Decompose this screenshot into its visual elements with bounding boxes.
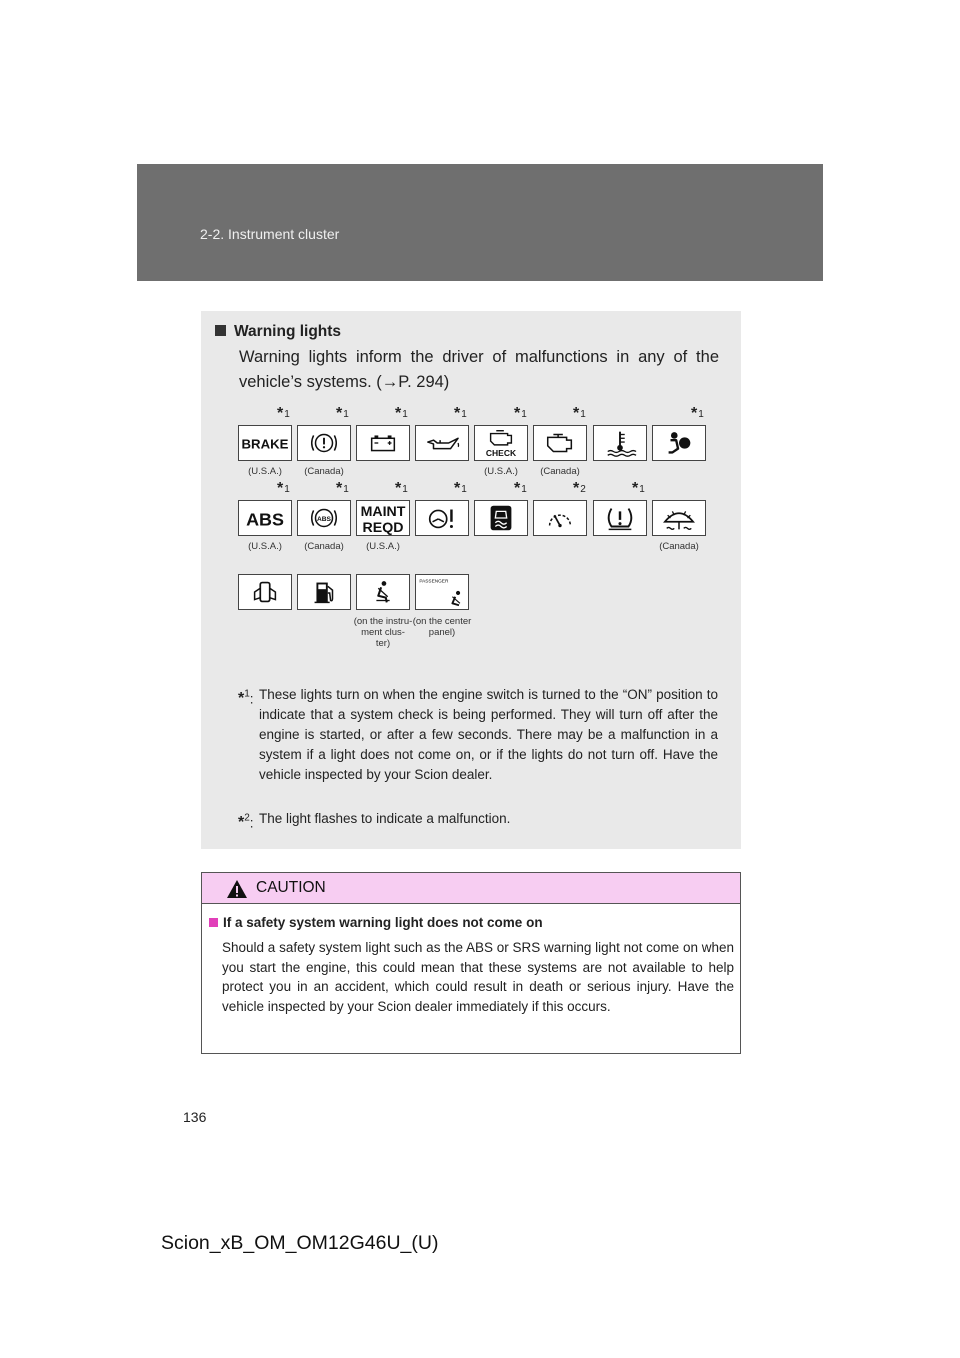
power-steering-icon: [415, 500, 469, 536]
footnote-marker: $*_2$: [573, 480, 586, 497]
region-label: (Canada): [304, 466, 344, 477]
engine-icon: [533, 425, 587, 461]
footnote-marker: $*_1$: [514, 480, 527, 497]
seatbelt-reminder-icon: [356, 574, 410, 610]
region-label: (Canada): [304, 541, 344, 552]
section-header: [137, 164, 823, 281]
footnote-marker: $*_1$: [573, 405, 586, 422]
footnote-marker: $*_1$: [454, 405, 467, 422]
coolant-temperature-icon: [593, 425, 647, 461]
footnote-marker: $*_1$: [277, 480, 290, 497]
warning-lights-intro: Warning lights inform the driver of malfunctions in any of the vehicle’s systems. (→P. 294): [239, 348, 719, 391]
region-label: (Canada): [540, 466, 580, 477]
caution-title: CAUTION: [256, 879, 326, 896]
svg-text:REQD: REQD: [362, 520, 404, 535]
caution-subtitle: If a safety system warning light does not come on: [209, 915, 543, 930]
region-label: (U.S.A.): [484, 466, 518, 477]
abs-text-icon: [238, 500, 292, 536]
srs-airbag-icon: [652, 425, 706, 461]
slip-indicator-icon: [533, 500, 587, 536]
warning-triangle-icon: [226, 879, 248, 899]
svg-text:BRAKE: BRAKE: [241, 436, 289, 452]
washer-fluid-icon: [652, 500, 706, 536]
caution-body: Should a safety system light such as the ABS or SRS warning light not come on when you start the engine, this could mean that these systems are not available to help protect you in an accident, which could result in death or serious injury. Have the vehicle inspected by your Scion dealer immediately if this occurs.: [222, 940, 734, 1014]
footnote-1-text: These lights turn on when the engine switch is turned to the “ON” position to indicate that a system check is being performed. They will turn off after the engine is started, or after a few seconds. There may be a malfunction in a system if a light does not come on, or if the lights do not turn off. Have the vehicle inspected by your Scion dealer.: [259, 687, 718, 782]
svg-text:CHECK: CHECK: [485, 448, 517, 459]
footnote-marker: $*_1$: [336, 480, 349, 497]
bullet-square-icon: [215, 325, 226, 336]
warning-lights-heading: Warning lights: [215, 323, 341, 341]
document-footer: Scion_xB_OM_OM12G46U_(U): [161, 1232, 439, 1254]
caution-box: [201, 872, 741, 1054]
footnote-2-text: The light flashes to indicate a malfunction.: [259, 811, 511, 826]
footnote-marker: $*_1$: [277, 405, 290, 422]
abs-circle-icon: [297, 500, 351, 536]
footnote-2-marker: *$^2$:: [238, 813, 254, 832]
footnote-marker: $*_1$: [395, 405, 408, 422]
svg-text:MAINT: MAINT: [360, 504, 406, 521]
footnote-1-marker: *$^1$:: [238, 689, 254, 708]
low-fuel-icon: [297, 574, 351, 610]
svg-text:PASSENGER: PASSENGER: [419, 579, 449, 585]
footnote-marker: $*_1$: [691, 405, 704, 422]
passenger-seatbelt-icon: [415, 574, 469, 610]
svg-text:ABS: ABS: [317, 515, 331, 523]
tire-pressure-icon: [593, 500, 647, 536]
region-label: (Canada): [659, 541, 699, 552]
warning-lights-panel: [201, 311, 741, 849]
footnote-marker: $*_1$: [514, 405, 527, 422]
engine-check-icon: [474, 425, 528, 461]
caution-header: [202, 873, 740, 904]
region-label: (U.S.A.): [248, 466, 282, 477]
footnote-marker: $*_1$: [632, 480, 645, 497]
section-title: 2-2. Instrument cluster: [200, 226, 340, 242]
footnote-marker: $*_1$: [336, 405, 349, 422]
location-label: (on the instru- ment clus- ter): [353, 616, 413, 649]
page-number: 136: [183, 1109, 207, 1125]
oil-can-icon: [415, 425, 469, 461]
footnote-marker: $*_1$: [395, 480, 408, 497]
brake-circle-icon: [297, 425, 351, 461]
maint-reqd-icon: [356, 500, 410, 536]
bullet-square-icon: [209, 918, 218, 927]
brake-text-icon: [238, 425, 292, 461]
skid-icon: [474, 500, 528, 536]
open-door-icon: [238, 574, 292, 610]
svg-text:ABS: ABS: [246, 509, 284, 530]
region-label: (U.S.A.): [366, 541, 400, 552]
footnote-marker: $*_1$: [454, 480, 467, 497]
battery-icon: [356, 425, 410, 461]
location-label: (on the center panel): [412, 616, 472, 638]
region-label: (U.S.A.): [248, 541, 282, 552]
